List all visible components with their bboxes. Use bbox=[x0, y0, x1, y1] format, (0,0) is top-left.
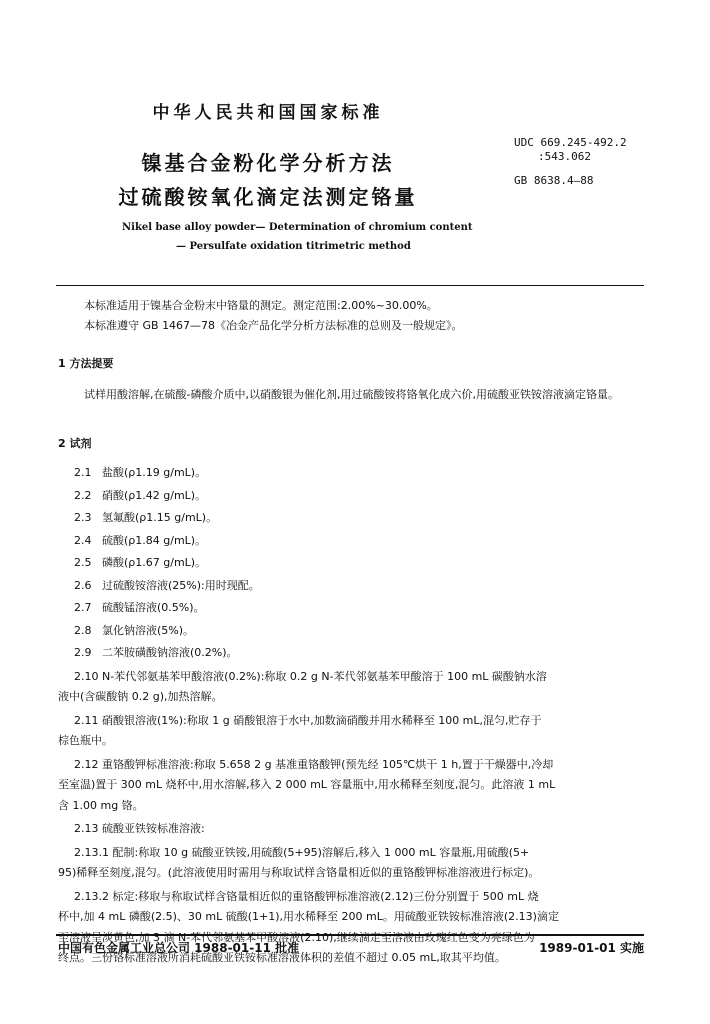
reagent-item: 2.8 氯化钠溶液(5%)。 bbox=[74, 623, 195, 637]
section-2 bbox=[58, 434, 644, 969]
gb-standard-number: GB 8638.4—88 bbox=[514, 174, 594, 187]
reagent-item: 2.4 硫酸(ρ1.84 g/mL)。 bbox=[74, 533, 207, 547]
section-1 bbox=[58, 354, 644, 406]
compliance-paragraph: 本标准遵守 GB 1467—78《冶金产品化学分析方法标准的总则及一般规定》。 bbox=[84, 319, 463, 332]
reagent-2-13-2-cont2: 至溶液呈淡黄色,加 3 滴 N-苯代邻氨基苯甲酸溶液(2.10),继续滴定至溶液由玫瑰红色变为亮绿色为 bbox=[58, 930, 535, 944]
reagent-2-12: 2.12 重铬酸钾标准溶液:称取 5.658 2 g 基准重铬酸钾(预先经 105℃烘干 1 h,置于干燥器中,冷却 bbox=[74, 757, 554, 771]
reagent-2-13-1-cont: 95)稀释至刻度,混匀。(此溶液使用时需用与称取试样含铬量相近似的重铬酸钾标准溶液进行标定)。 bbox=[58, 866, 540, 879]
udc-code-continued: :543.062 bbox=[538, 150, 591, 163]
reagent-2-10: 2.10 N-苯代邻氨基苯甲酸溶液(0.2%):称取 0.2 g N-苯代邻氨基苯甲酸溶于 100 mL 碳酸钠水溶 bbox=[74, 669, 547, 683]
intro-section bbox=[58, 296, 644, 336]
reagent-2-13: 2.13 硫酸亚铁铵标准溶液: bbox=[74, 822, 205, 835]
scope-paragraph: 本标准适用于镍基合金粉末中铬量的测定。测定范围:2.00%~30.00%。 bbox=[84, 299, 438, 312]
approval-info: 中国有色金属工业总公司 1988-01-11 批准 bbox=[58, 941, 300, 955]
udc-code: UDC 669.245-492.2 bbox=[514, 136, 627, 149]
reagent-item: 2.6 过硫酸铵溶液(25%):用时现配。 bbox=[74, 578, 260, 592]
reagent-item: 2.9 二苯胺磺酸钠溶液(0.2%)。 bbox=[74, 646, 238, 659]
reagent-2-13-2-cont: 杯中,加 4 mL 磷酸(2.5)、30 mL 硫酸(1+1),用水稀释至 200 mL。用硫酸亚铁铵标准溶液(2.13)滴定 bbox=[58, 910, 559, 923]
section-1-text: 试样用酸溶解,在硫酸-磷酸介质中,以硝酸银为催化剂,用过硫酸铵将铬氧化成六价,用硫酸亚铁铵溶液滴定铬量。 bbox=[84, 388, 619, 401]
english-title-line1: Nikel base alloy powder— Determination of chromium content bbox=[122, 222, 473, 233]
header-divider bbox=[56, 285, 644, 286]
footer-divider bbox=[56, 934, 644, 936]
reagent-2-13-2-cont3: 终点。三份铬标准溶液所消耗硫酸亚铁铵标准溶液体积的差值不超过 0.05 mL,取其平均值。 bbox=[58, 951, 506, 964]
reagent-item: 2.5 磷酸(ρ1.67 g/mL)。 bbox=[74, 556, 207, 569]
reagent-2-11: 2.11 硝酸银溶液(1%):称取 1 g 硝酸银溶于水中,加数滴硝酸并用水稀释至 100 mL,混匀,贮存于 bbox=[74, 713, 542, 727]
english-title-line2: — Persulfate oxidation titrimetric method bbox=[176, 241, 411, 252]
reagent-2-12-cont2: 含 1.00 mg 铬。 bbox=[58, 798, 144, 812]
implementation-date: 1989-01-01 实施 bbox=[539, 941, 644, 955]
reagent-details bbox=[58, 667, 644, 969]
document-title-line1: 镍基合金粉化学分析方法 bbox=[141, 151, 395, 175]
document-title-line2: 过硫酸铵氧化滴定法测定铬量 bbox=[118, 185, 418, 209]
reagent-item: 2.2 硝酸(ρ1.42 g/mL)。 bbox=[74, 488, 207, 502]
reagent-2-11-cont: 棕色瓶中。 bbox=[58, 734, 113, 747]
section-1-heading: 1 方法提要 bbox=[58, 357, 114, 370]
reagent-item: 2.7 硫酸锰溶液(0.5%)。 bbox=[74, 601, 205, 614]
reagent-2-13-1: 2.13.1 配制:称取 10 g 硫酸亚铁铵,用硫酸(5+95)溶解后,移入 1 000 mL 容量瓶,用硫酸(5+ bbox=[74, 845, 530, 859]
reagent-2-13-2: 2.13.2 标定:移取与称取试样含铬量相近似的重铬酸钾标准溶液(2.12)三份分别置于 500 mL 烧 bbox=[74, 889, 539, 903]
reagent-item: 2.1 盐酸(ρ1.19 g/mL)。 bbox=[74, 466, 207, 479]
reagent-item: 2.3 氢氟酸(ρ1.15 g/mL)。 bbox=[74, 511, 218, 524]
reagent-2-10-cont: 液中(含碳酸钠 0.2 g),加热溶解。 bbox=[58, 690, 223, 703]
section-2-heading: 2 试剂 bbox=[58, 437, 92, 450]
reagent-list bbox=[58, 462, 644, 665]
reagent-2-12-cont: 至室温)置于 300 mL 烧杯中,用水溶解,移入 2 000 mL 容量瓶中,用水稀释至刻度,混匀。此溶液 1 mL bbox=[58, 778, 556, 791]
standard-organization: 中华人民共和国国家标准 bbox=[152, 103, 384, 123]
